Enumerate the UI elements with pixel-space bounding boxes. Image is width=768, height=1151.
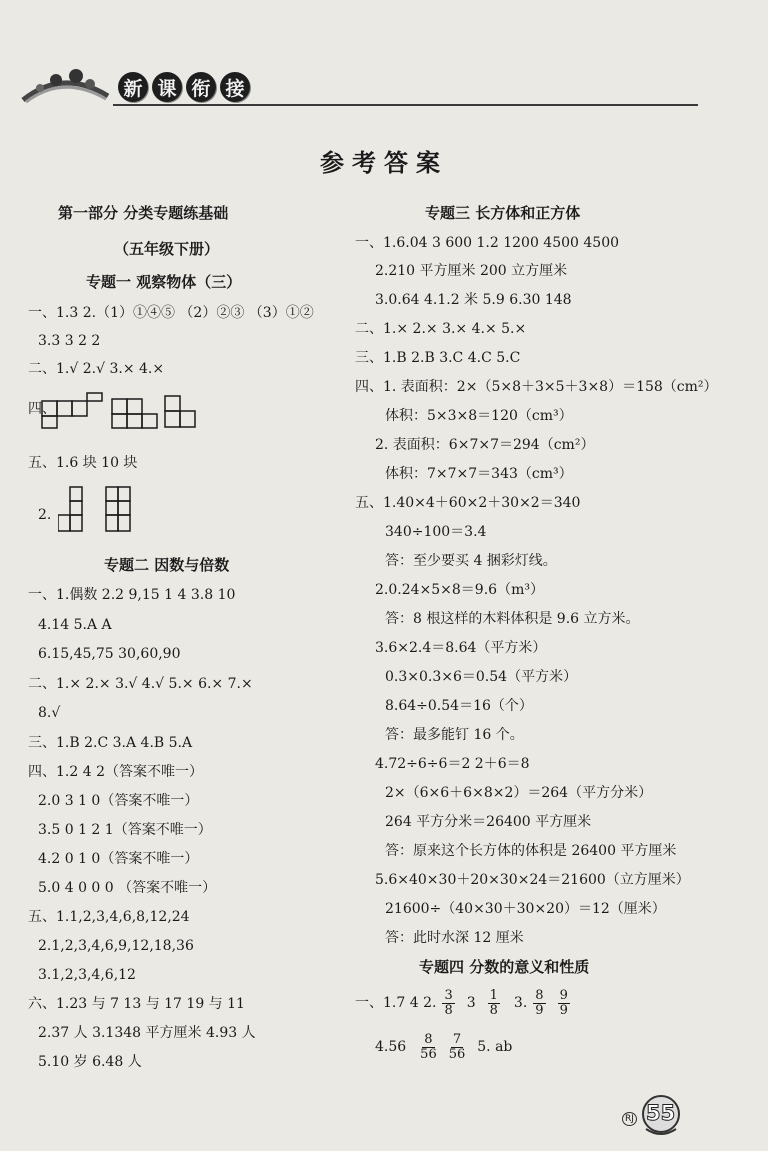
page-title: 参考答案 bbox=[320, 149, 448, 177]
cube-figures-q2 bbox=[58, 485, 148, 540]
answer-line: 答：原来这个长方体的体积是 26400 平方厘米 bbox=[385, 843, 677, 859]
answer-line: 六、1.23 与 7 13 与 17 19 与 11 bbox=[28, 996, 245, 1012]
fraction: $\frac{8}{56}$ bbox=[420, 1031, 437, 1062]
badge-2: 课 bbox=[152, 72, 182, 102]
answer-line: 3.1,2,3,4,6,12 bbox=[38, 967, 136, 983]
answer-line: 4.14 5.A A bbox=[38, 617, 112, 633]
answer-line: 2. 表面积：6×7×7＝294（cm²） bbox=[375, 437, 595, 453]
answer-line: 264 平方分米＝26400 平方厘米 bbox=[385, 814, 592, 830]
fraction: $\frac{8}{9}$ bbox=[535, 987, 544, 1018]
answer-line: 2.210 平方厘米 200 立方厘米 bbox=[375, 263, 568, 279]
header-band bbox=[18, 58, 683, 110]
topic1-title: 专题一 观察物体（三） bbox=[86, 273, 242, 291]
answer-line: 2.0 3 1 0（答案不唯一） bbox=[38, 793, 199, 809]
answer-line: 6.15,45,75 30,60,90 bbox=[38, 646, 181, 662]
cube-view-figures bbox=[40, 391, 210, 431]
page-number: 55 bbox=[646, 1101, 676, 1125]
badge-3: 衔 bbox=[186, 72, 216, 102]
answer-line: 4.2 0 1 0（答案不唯一） bbox=[38, 851, 199, 867]
answer-line: 答：此时水深 12 厘米 bbox=[385, 930, 524, 946]
answer-line: 3.5 0 1 2 1（答案不唯一） bbox=[38, 822, 212, 838]
answer-line: 五、1.6 块 10 块 bbox=[28, 455, 138, 471]
fraction: $\frac{7}{56}$ bbox=[448, 1031, 466, 1062]
answer-text: 一、1.7 4 2. bbox=[355, 995, 437, 1011]
header-badges bbox=[118, 72, 250, 102]
answer-line: 5.10 岁 6.48 人 bbox=[38, 1054, 142, 1070]
answer-line: 2×（6×6＋6×8×2）＝264（平方分米） bbox=[385, 785, 653, 801]
header-rule bbox=[113, 104, 698, 106]
answer-line-fractions bbox=[355, 986, 576, 1020]
answer-line: 5.6×40×30＋20×30×24＝21600（立方厘米） bbox=[375, 872, 690, 888]
answer-line: 2.37 人 3.1348 平方厘米 4.93 人 bbox=[38, 1025, 256, 1041]
answer-line: 二、1.× 2.× 3.√ 4.√ 5.× 6.× 7.× bbox=[28, 676, 253, 692]
fraction: $\frac{1}{8}$ bbox=[489, 987, 498, 1018]
answer-line: 2.1,2,3,4,6,9,12,18,36 bbox=[38, 938, 194, 954]
answer-line: 答：最多能钉 16 个。 bbox=[385, 727, 524, 743]
answer-line-fractions bbox=[375, 1030, 512, 1064]
answer-line: 0.3×0.3×6＝0.54（平方米） bbox=[385, 669, 578, 685]
answer-line: 答：至少要买 4 捆彩灯线。 bbox=[385, 553, 557, 569]
badge-1: 新 bbox=[118, 72, 148, 102]
answer-text: 3 bbox=[466, 995, 476, 1011]
answer-line: 4.72÷6÷6＝2 2＋6＝8 bbox=[375, 756, 530, 772]
answer-line: 8.√ bbox=[38, 705, 61, 721]
answer-line: 五、1.1,2,3,4,6,8,12,24 bbox=[28, 909, 190, 925]
grade-label: （五年级下册） bbox=[114, 240, 220, 258]
answer-line: 五、1.40×4＋60×2＋30×2＝340 bbox=[355, 495, 581, 511]
answer-line: 一、1.3 2.（1）①④⑤ （2）②③ （3）①② bbox=[28, 305, 314, 321]
answer-text: 5. ab bbox=[477, 1039, 513, 1055]
answer-line: 四、 bbox=[28, 401, 56, 417]
answer-line: 一、1.偶数 2.2 9,15 1 4 3.8 10 bbox=[28, 587, 236, 603]
answer-line: 四、1.2 4 2（答案不唯一） bbox=[28, 764, 203, 780]
part-title: 第一部分 分类专题练基础 bbox=[58, 204, 229, 222]
answer-line: 四、1. 表面积：2×（5×8＋3×5＋3×8）＝158（cm²） bbox=[355, 379, 718, 395]
topic4-title: 专题四 分数的意义和性质 bbox=[419, 958, 590, 976]
answer-line: 体积：7×7×7＝343（cm³） bbox=[385, 466, 573, 482]
answer-line: 三、1.B 2.B 3.C 4.C 5.C bbox=[355, 350, 521, 366]
answer-line: 二、1.× 2.× 3.× 4.× 5.× bbox=[355, 321, 527, 337]
kids-on-rainbow-logo bbox=[18, 58, 113, 108]
answer-line: 5.0 4 0 0 0 （答案不唯一） bbox=[38, 880, 217, 896]
answer-line: 8.64÷0.54＝16（个） bbox=[385, 698, 533, 714]
edition-mark: RJ bbox=[622, 1112, 637, 1126]
answer-line: 3.6×2.4＝8.64（平方米） bbox=[375, 640, 547, 656]
answer-text: 3. bbox=[513, 995, 528, 1011]
answer-text: 4.56 bbox=[375, 1039, 407, 1055]
answer-line: 三、1.B 2.C 3.A 4.B 5.A bbox=[28, 735, 193, 751]
answer-line: 一、1.6.04 3 600 1.2 1200 4500 4500 bbox=[355, 235, 620, 251]
answer-line: 二、1.√ 2.√ 3.× 4.× bbox=[28, 361, 165, 377]
badge-4: 接 bbox=[220, 72, 250, 102]
topic3-title: 专题三 长方体和正方体 bbox=[425, 204, 581, 222]
fraction: $\frac{3}{8}$ bbox=[444, 987, 453, 1018]
answer-line: 3.0.64 4.1.2 米 5.9 6.30 148 bbox=[375, 292, 572, 308]
answer-line: 答：8 根这样的木料体积是 9.6 立方米。 bbox=[385, 611, 640, 627]
fraction: $\frac{9}{9}$ bbox=[559, 987, 568, 1018]
topic2-title: 专题二 因数与倍数 bbox=[104, 556, 230, 574]
answer-line: 体积：5×3×8＝120（cm³） bbox=[385, 408, 573, 424]
answer-line: 21600÷（40×30＋30×20）＝12（厘米） bbox=[385, 901, 666, 917]
answer-line: 2. bbox=[38, 507, 52, 523]
answer-line: 340÷100＝3.4 bbox=[385, 524, 487, 540]
answer-line: 2.0.24×5×8＝9.6（m³） bbox=[375, 582, 544, 598]
answer-line: 3.3 3 2 2 bbox=[38, 333, 101, 349]
